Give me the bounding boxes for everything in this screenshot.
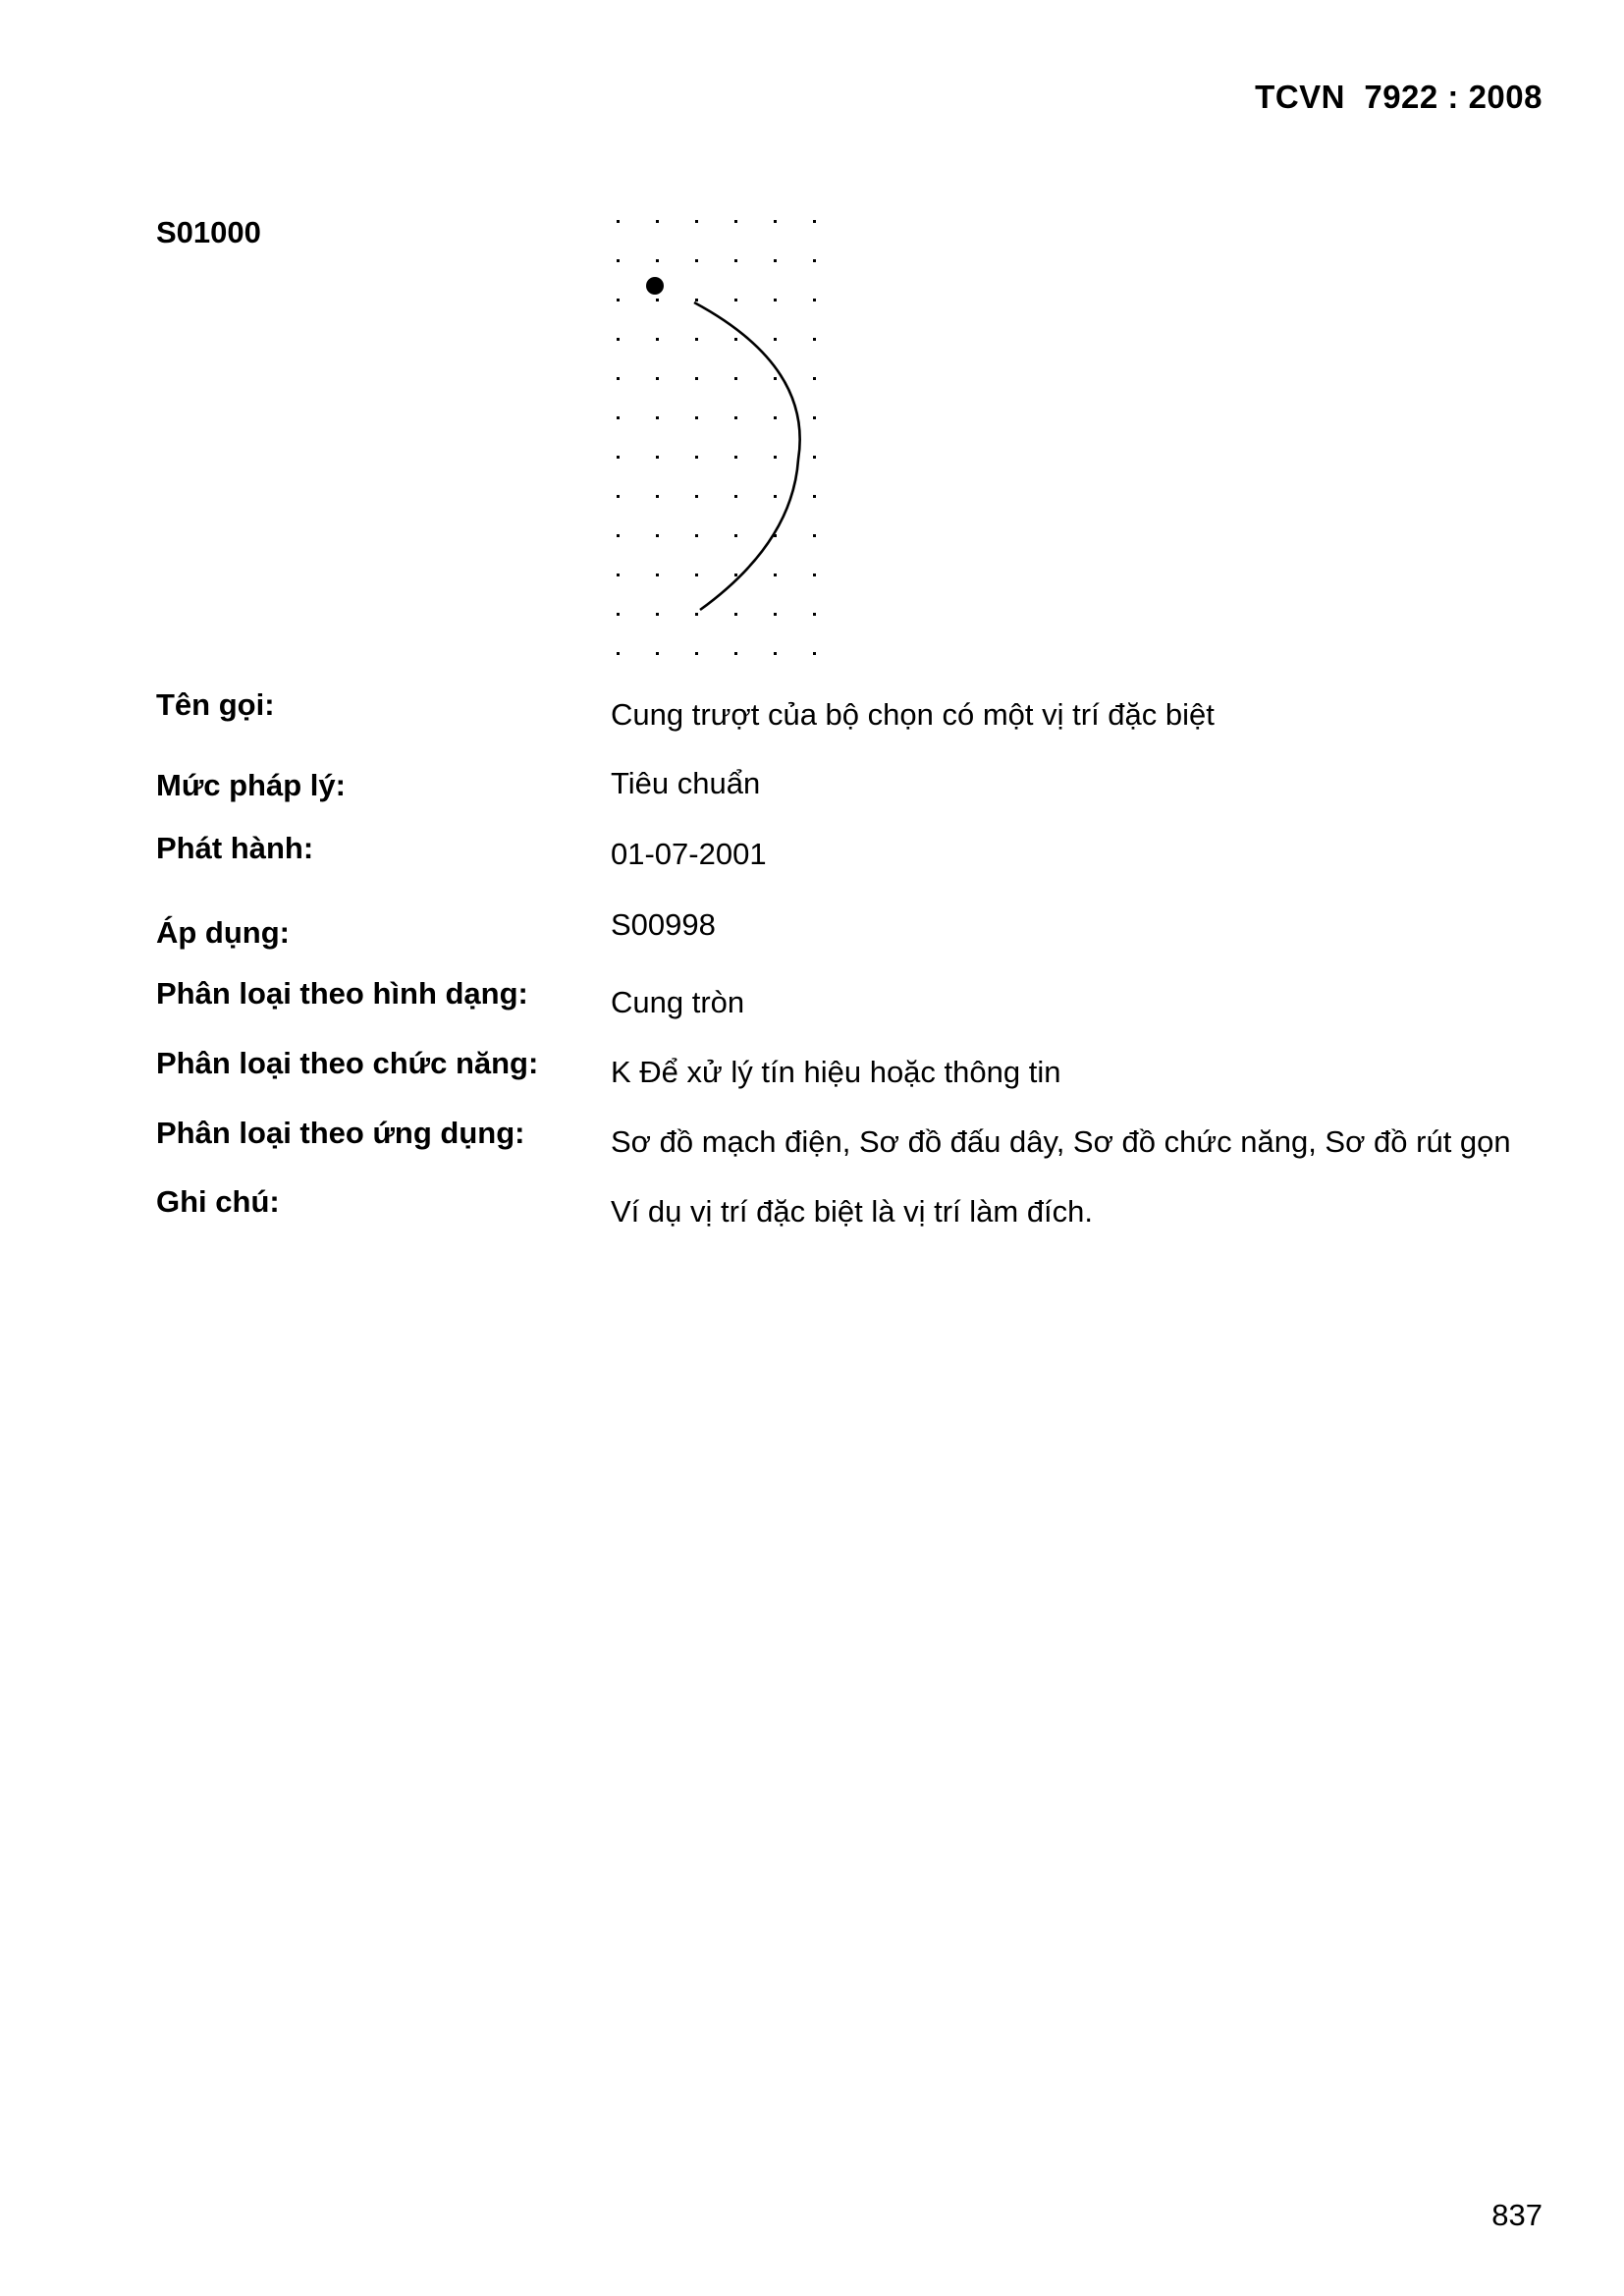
grid-dot [813,338,816,341]
grid-dot [734,299,737,301]
slide-arc [694,302,800,610]
grid-dot [617,338,620,341]
grid-dot [813,377,816,380]
grid-dot [734,495,737,498]
field-label-shape-class: Phân loại theo hình dạng: [156,976,528,1011]
grid-dot [695,652,698,655]
field-label-issued: Phát hành: [156,831,314,865]
grid-dot [813,534,816,537]
grid-dot [617,377,620,380]
grid-dot [734,338,737,341]
grid-dot [734,416,737,419]
grid-dot [734,652,737,655]
grid-dot [617,416,620,419]
field-label-applies: Áp dụng: [156,915,291,950]
grid-dot [774,299,777,301]
grid-dot [813,220,816,223]
grid-dot [695,495,698,498]
grid-dot [656,534,659,537]
grid-dot [695,299,698,301]
field-label-legal-level: Mức pháp lý: [156,768,346,802]
grid-dot [617,613,620,616]
grid-dot [774,613,777,616]
grid-dot [695,456,698,459]
grid-dot [695,259,698,262]
page-number: 837 [1491,2198,1543,2232]
grid-dot [813,613,816,616]
grid-dot [734,574,737,576]
grid-dot [774,574,777,576]
field-value-function-class: K Để xử lý tín hiệu hoặc thông tin [611,1055,1061,1089]
grid-dot [656,574,659,576]
grid-dot [656,652,659,655]
grid-dot [695,416,698,419]
grid-dot [617,220,620,223]
grid-dot [695,613,698,616]
grid-dot [617,495,620,498]
field-label-note: Ghi chú: [156,1184,280,1219]
field-value-note: Ví dụ vị trí đặc biệt là vị trí làm đích. [611,1194,1094,1229]
grid-dot [813,574,816,576]
grid-dot [656,495,659,498]
grid-dot [617,534,620,537]
field-value-application-class: Sơ đồ mạch điện, Sơ đồ đấu dây, Sơ đồ chức năng, Sơ đồ rút gọn [611,1124,1511,1159]
grid-dot [774,416,777,419]
grid-dot [774,652,777,655]
grid-dot [734,259,737,262]
grid-dot [813,652,816,655]
grid-dot [774,220,777,223]
grid-dot [734,220,737,223]
field-value-applies: S00998 [611,907,716,942]
grid-dot [774,495,777,498]
grid-dot [734,613,737,616]
grid-dot [813,456,816,459]
grid-dot [774,338,777,341]
grid-dot [734,377,737,380]
grid-dot [617,574,620,576]
grid-dot [813,299,816,301]
grid-dot [774,377,777,380]
grid-dot [695,220,698,223]
field-label-application-class: Phân loại theo ứng dụng: [156,1116,525,1150]
symbol-code: S01000 [156,215,261,249]
grid-dot [695,534,698,537]
grid-dot [617,456,620,459]
grid-dot [774,456,777,459]
grid-dot [656,220,659,223]
field-value-issued: 01-07-2001 [611,837,767,871]
field-value-shape-class: Cung tròn [611,985,745,1019]
field-label-function-class: Phân loại theo chức năng: [156,1046,539,1080]
grid-dot [813,416,816,419]
grid-dot [695,574,698,576]
special-position-dot [646,277,664,295]
grid-dot [734,534,737,537]
grid-dot [656,377,659,380]
grid-dot [656,259,659,262]
grid-dot [774,259,777,262]
grid-dot [695,338,698,341]
standard-code: TCVN 7922 : 2008 [1255,79,1543,115]
grid-dot [813,495,816,498]
grid-dot [656,416,659,419]
grid-dot [813,259,816,262]
grid-dot [656,456,659,459]
grid-dot [656,613,659,616]
grid-dot [617,652,620,655]
field-value-legal-level: Tiêu chuẩn [611,766,761,800]
grid-dot [656,299,659,301]
grid-dot [617,259,620,262]
grid-dot [734,456,737,459]
field-value-name: Cung trượt của bộ chọn có một vị trí đặc biệt [611,697,1215,732]
grid-dot [656,338,659,341]
field-label-name: Tên gọi: [156,687,275,722]
grid-dot [617,299,620,301]
grid-dot [695,377,698,380]
symbol-figure [604,209,830,661]
